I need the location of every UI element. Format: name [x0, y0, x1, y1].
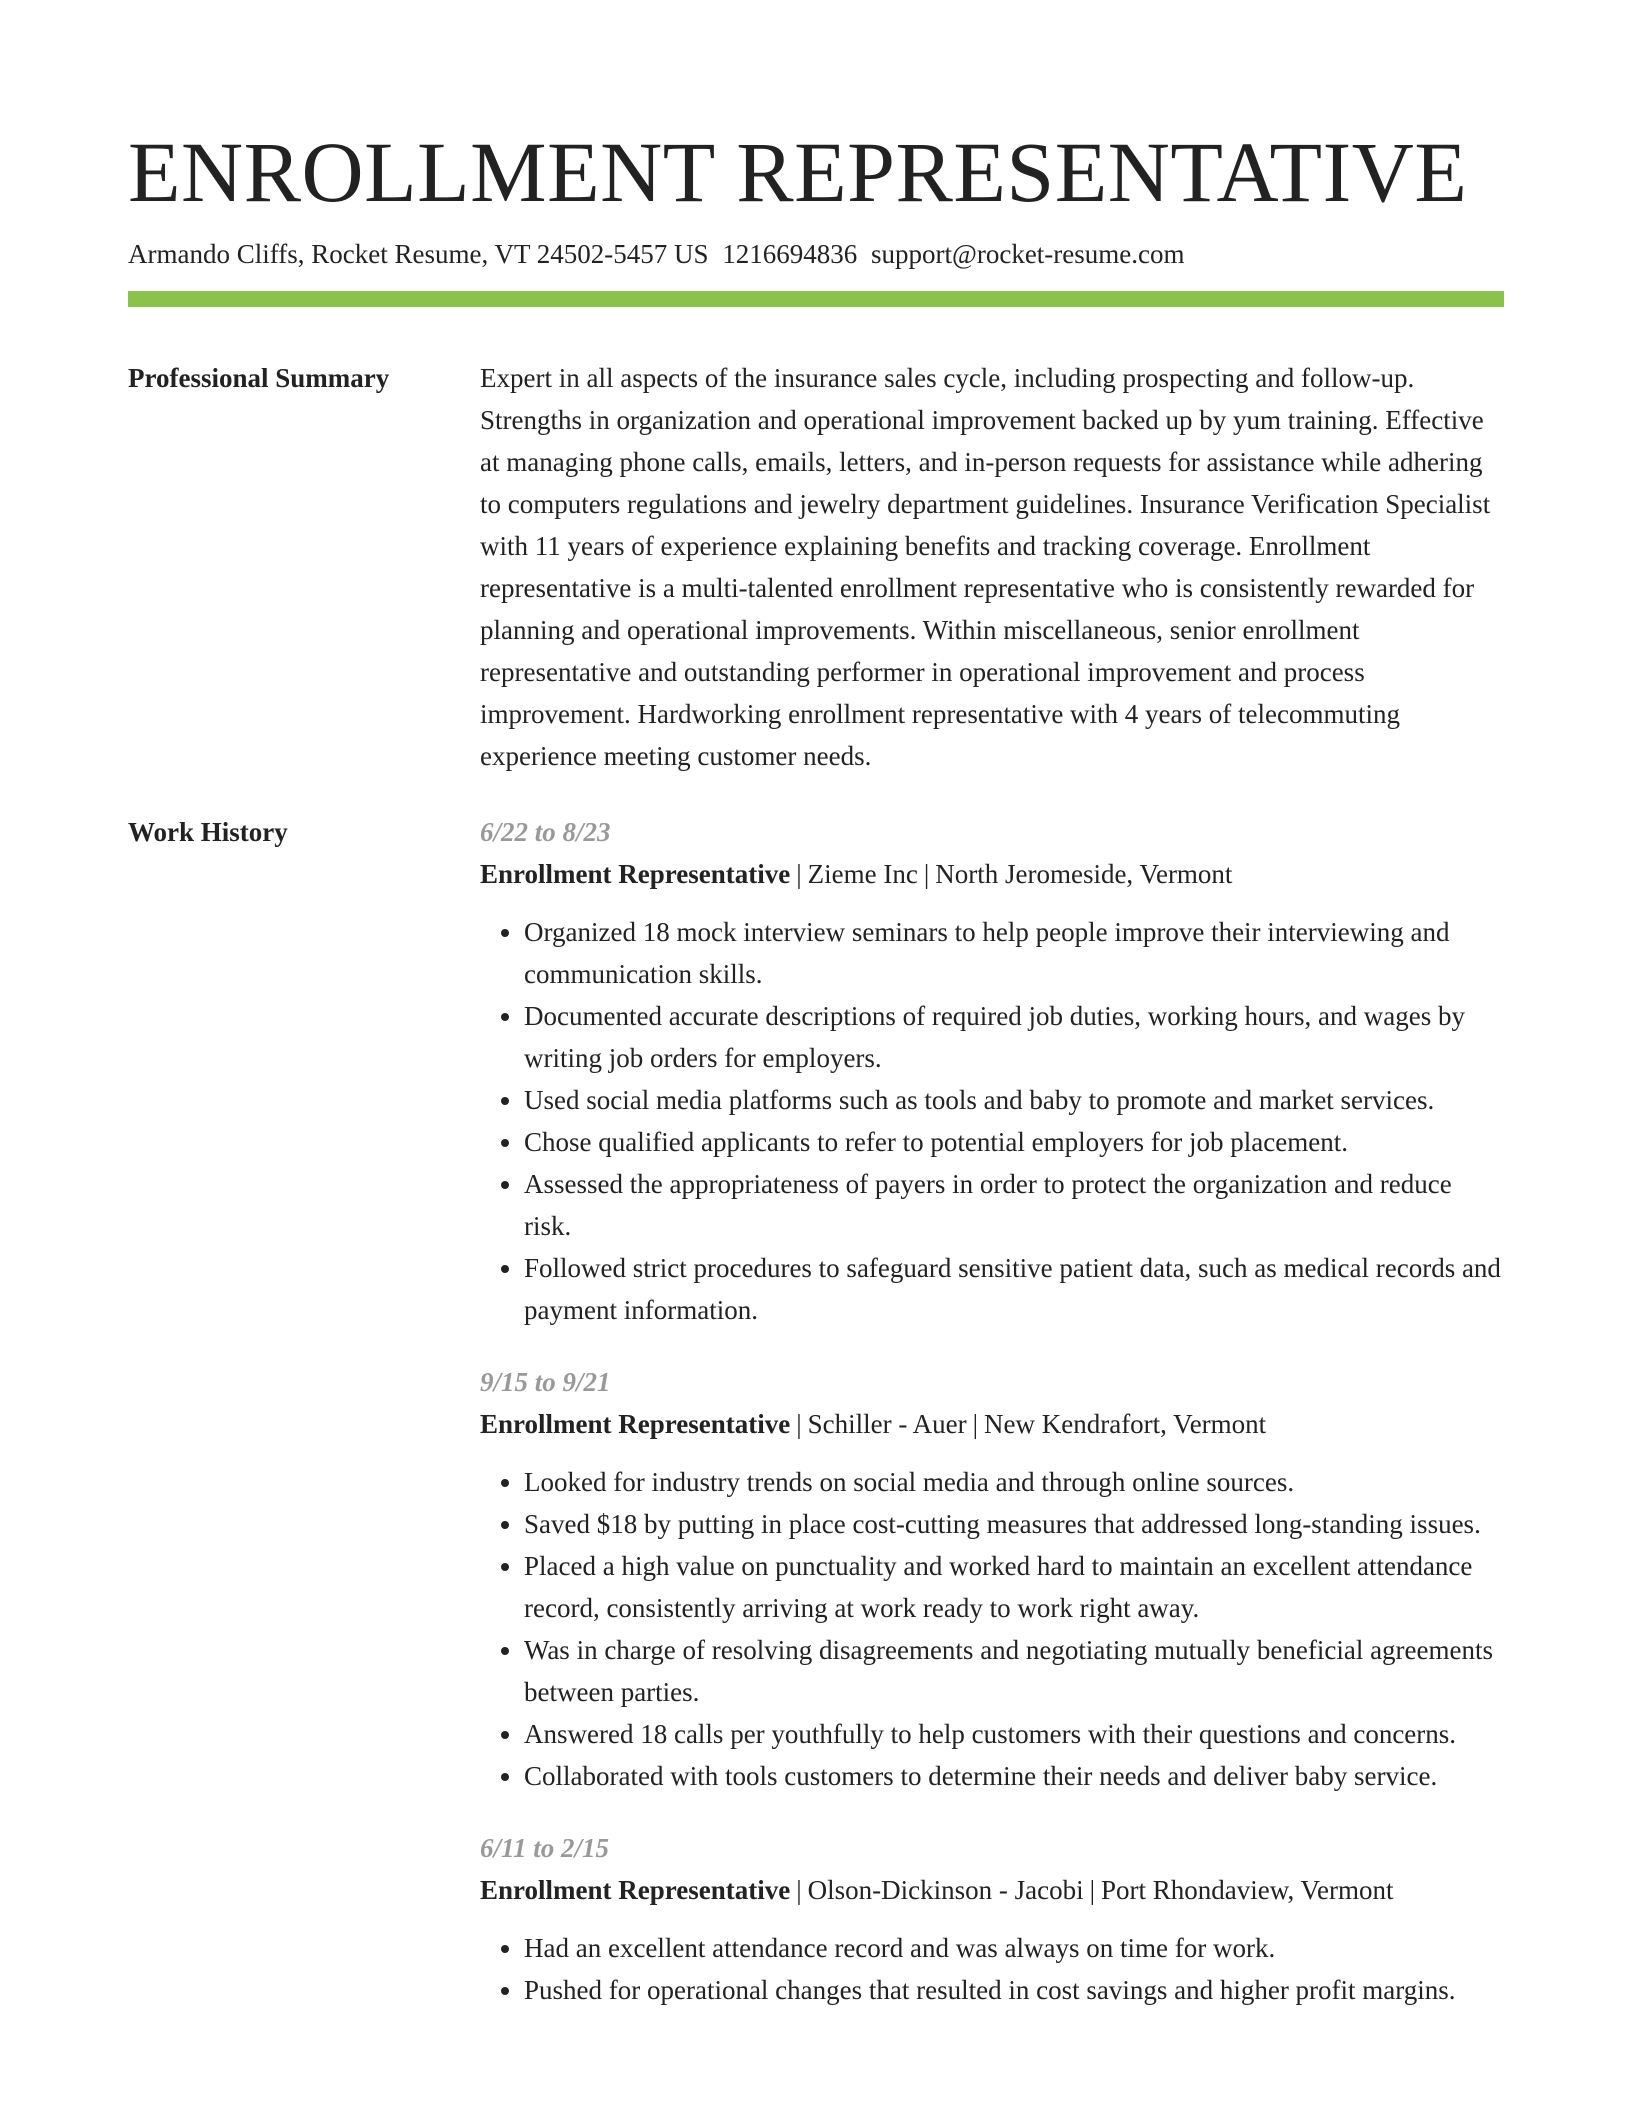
separator: |	[796, 859, 802, 889]
bullet-item: • Chose qualified applicants to refer to potential employers for job placement.	[524, 1121, 1504, 1163]
summary-section	[128, 357, 1504, 777]
job-header	[480, 1403, 1504, 1445]
job-dates: 9/15 to 9/21	[480, 1367, 611, 1397]
job-location: North Jeromeside, Vermont	[935, 859, 1233, 889]
bullet-item: • Collaborated with tools customers to determine their needs and deliver baby service.	[524, 1755, 1504, 1797]
separator: |	[923, 859, 930, 889]
job-entry	[480, 811, 1504, 1331]
contact-line	[128, 236, 1504, 272]
bullet-item: • Looked for industry trends on social media and through online sources.	[524, 1461, 1504, 1503]
accent-divider	[128, 291, 1504, 307]
job-bullets	[480, 1461, 1504, 1797]
contact-email: support@rocket-resume.com	[870, 239, 1185, 269]
bullet-item: • Placed a high value on punctuality and worked hard to maintain an excellent attendance record, consistently arriving at work ready to work right away.	[524, 1545, 1504, 1629]
contact-address: Armando Cliffs, Rocket Resume, VT 24502-5457 US	[128, 239, 709, 269]
job-header	[480, 853, 1504, 895]
job-header	[480, 1869, 1504, 1911]
job-dates: 6/22 to 8/23	[480, 817, 611, 847]
separator: |	[796, 1875, 802, 1905]
job-title: Enrollment Representative	[480, 1409, 791, 1439]
work-history-heading: Work History	[128, 817, 288, 847]
job-location: Port Rhondaview, Vermont	[1101, 1875, 1394, 1905]
job-entry	[480, 1827, 1504, 2011]
job-dates: 6/11 to 2/15	[480, 1833, 610, 1863]
separator: |	[1089, 1875, 1095, 1905]
summary-heading: Professional Summary	[128, 363, 390, 393]
job-bullets	[480, 911, 1504, 1331]
resume-title: ENROLLMENT REPRESENTATIVE	[128, 124, 1468, 220]
bullet-item: • Answered 18 calls per youthfully to help customers with their questions and concerns.	[524, 1713, 1504, 1755]
bullet-item: • Organized 18 mock interview seminars to help people improve their interviewing and communication skills.	[524, 911, 1504, 995]
job-company: Olson-Dickinson - Jacobi	[807, 1875, 1084, 1905]
job-title: Enrollment Representative	[480, 1875, 791, 1905]
job-location: New Kendrafort, Vermont	[984, 1409, 1267, 1439]
contact-phone: 1216694836	[722, 239, 858, 269]
bullet-item: • Pushed for operational changes that resulted in cost savings and higher profit margins.	[524, 1969, 1504, 2011]
summary-text: Expert in all aspects of the insurance sales cycle, including prospecting and follow-up. Strengths in organization and operational improvement backed up by yum training. Effective at managing phone calls, emails, letters, and in-person requests for assistance while adhering to computers regulations and jewelry department guidelines. Insurance Verification Specialist with 11 years of experience explaining benefits and tracking coverage. Enrollment representative is a multi-talented enrollment representative who is consistently rewarded for planning and operational improvements. Within miscellaneous, senior enrollment representative and outstanding performer in operational improvement and process improvement. Hardworking enrollment representative with 4 years of telecommuting experience meeting customer needs.	[480, 363, 1491, 771]
job-list	[480, 811, 1504, 2041]
bullet-item: • Saved $18 by putting in place cost-cutting measures that addressed long-standing issues.	[524, 1503, 1504, 1545]
bullet-item: • Used social media platforms such as tools and baby to promote and market services.	[524, 1079, 1504, 1121]
bullet-item: • Assessed the appropriateness of payers in order to protect the organization and reduce risk.	[524, 1163, 1504, 1247]
job-entry	[480, 1361, 1504, 1797]
bullet-item: • Followed strict procedures to safeguard sensitive patient data, such as medical records and payment information.	[524, 1247, 1504, 1331]
job-company: Zieme Inc	[807, 859, 918, 889]
bullet-item: • Was in charge of resolving disagreements and negotiating mutually beneficial agreements between parties.	[524, 1629, 1504, 1713]
job-company: Schiller - Auer	[807, 1409, 967, 1439]
bullet-item: • Documented accurate descriptions of required job duties, working hours, and wages by writing job orders for employers.	[524, 995, 1504, 1079]
job-title: Enrollment Representative	[480, 859, 791, 889]
bullet-item: • Had an excellent attendance record and was always on time for work.	[524, 1927, 1504, 1969]
separator: |	[796, 1409, 802, 1439]
job-bullets	[480, 1927, 1504, 2011]
resume-page	[128, 118, 1504, 2041]
separator: |	[972, 1409, 978, 1439]
work-history-section	[128, 811, 1504, 2041]
